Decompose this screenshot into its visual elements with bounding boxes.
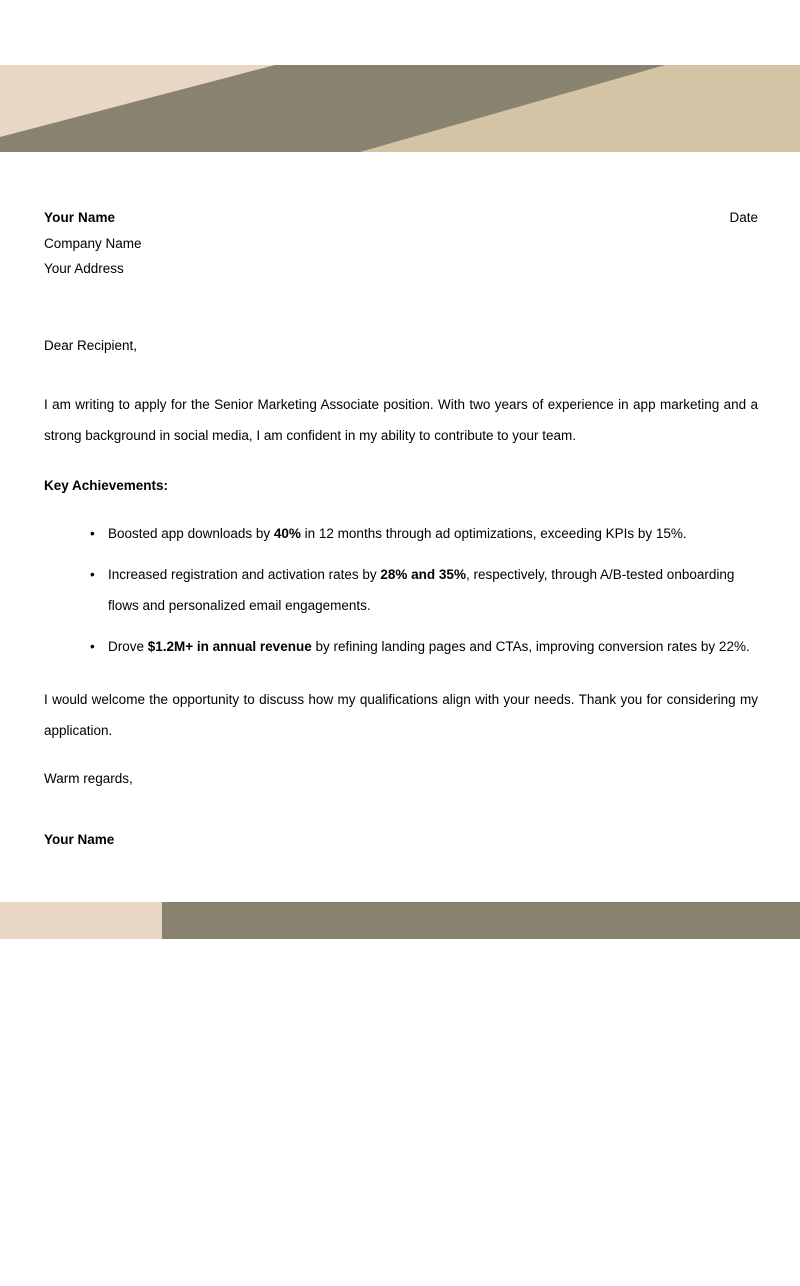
achievement-text-after: by refining landing pages and CTAs, improving conversion rates by 22%.	[311, 639, 750, 654]
salutation: Dear Recipient,	[44, 338, 138, 353]
achievements-list	[44, 518, 758, 662]
achievement-highlight: $1.2M+ in annual revenue	[147, 639, 312, 654]
list-item	[44, 559, 758, 621]
achievements-heading: Key Achievements:	[44, 478, 169, 493]
letter-body	[44, 335, 758, 850]
company-name: Company Name	[44, 235, 142, 251]
achievement-text-after: in 12 months through ad optimizations, exceeding KPIs by 15%.	[300, 526, 687, 541]
achievement-text-before: Increased registration and activation rates by	[108, 567, 381, 582]
footer-dark-block	[162, 902, 800, 939]
letter-date: Date	[729, 210, 758, 225]
achievement-text-before: Drove	[108, 639, 148, 654]
achievement-text-after: , respectively, through A/B-tested onboarding flows and personalized email engagements.	[108, 567, 735, 613]
bullet-point-icon: •	[90, 639, 95, 654]
bullet-point-icon: •	[90, 526, 95, 541]
achievement-text-before: Boosted app downloads by	[108, 526, 274, 541]
intro-paragraph: I am writing to apply for the Senior Marketing Associate position. With two years of experience in app marketing and a strong background in social media, I am confident in my ability to contribute to your team.	[44, 397, 758, 443]
signoff: Warm regards,	[44, 771, 133, 786]
signature-name: Your Name	[44, 832, 115, 847]
achievement-highlight: 40%	[273, 526, 301, 541]
footer-light-block	[0, 902, 162, 939]
sender-name: Your Name	[44, 210, 116, 225]
list-item	[44, 518, 758, 549]
closing-paragraph: I would welcome the opportunity to discuss how my qualifications align with your needs. Thank you for considering my application.	[44, 692, 758, 738]
list-item	[44, 631, 758, 662]
letterhead-top-row	[44, 205, 758, 231]
bullet-point-icon: •	[90, 567, 95, 582]
achievement-highlight: 28% and 35%	[380, 567, 466, 582]
footer-bar-decoration	[0, 902, 800, 939]
header-banner-decoration	[0, 65, 800, 152]
letterhead	[44, 205, 758, 281]
sender-address: Your Address	[44, 260, 124, 276]
